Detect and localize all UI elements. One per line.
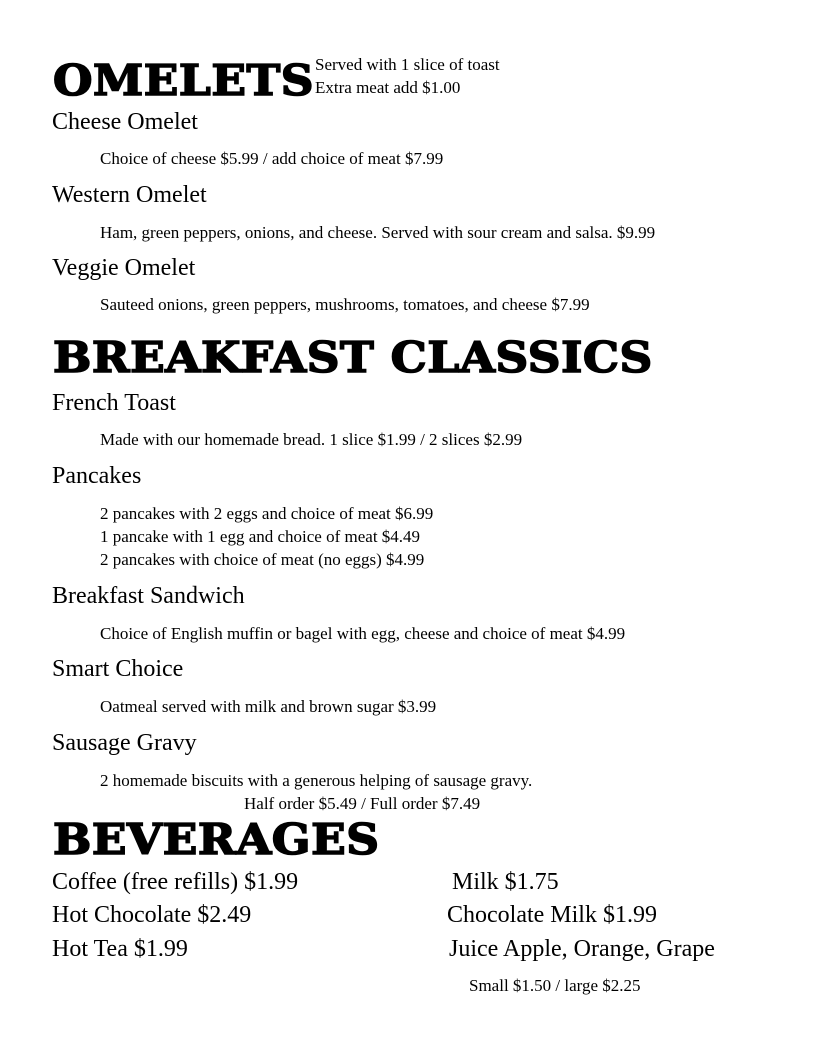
menu-item-veggie-omelet: Veggie Omelet (52, 255, 196, 281)
beverage-chocolate-milk: Chocolate Milk $1.99 (447, 902, 657, 928)
menu-item-sausage-gravy: Sausage Gravy (52, 730, 197, 756)
menu-item-description: Ham, green peppers, onions, and cheese. Served with sour cream and salsa. $9.99 (100, 223, 656, 242)
menu-item-description: Choice of cheese $5.99 / add choice of meat $7.99 (100, 149, 444, 168)
beverage-hot-chocolate: Hot Chocolate $2.49 (52, 902, 252, 928)
omelets-note-toast: Served with 1 slice of toast (315, 55, 500, 74)
menu-item-description: Choice of English muffin or bagel with egg, cheese and choice of meat $4.99 (100, 624, 626, 643)
menu-item-description: Made with our homemade bread. 1 slice $1.99 / 2 slices $2.99 (100, 430, 523, 449)
omelets-note-extra-meat: Extra meat add $1.00 (315, 78, 461, 97)
beverage-milk: Milk $1.75 (452, 869, 559, 895)
menu-item-smart-choice: Smart Choice (52, 656, 184, 682)
menu-item-description: 2 homemade biscuits with a generous helping of sausage gravy. (100, 771, 533, 790)
beverage-juice: Juice Apple, Orange, Grape (449, 936, 715, 962)
menu-item-description: 2 pancakes with 2 eggs and choice of meat $6.99 (100, 504, 434, 523)
menu-item-description: Oatmeal served with milk and brown sugar $3.99 (100, 697, 437, 716)
menu-item-cheese-omelet: Cheese Omelet (52, 109, 198, 135)
beverage-hot-tea: Hot Tea $1.99 (52, 936, 188, 962)
omelets-heading: OMELETS (53, 56, 315, 105)
breakfast-classics-heading: BREAKFAST CLASSICS (53, 333, 653, 382)
beverage-coffee: Coffee (free refills) $1.99 (52, 869, 299, 895)
menu-item-western-omelet: Western Omelet (52, 182, 207, 208)
menu-item-breakfast-sandwich: Breakfast Sandwich (52, 583, 245, 609)
beverages-heading: BEVERAGES (53, 815, 380, 864)
juice-sizes: Small $1.50 / large $2.25 (469, 976, 641, 995)
menu-item-description: Half order $5.49 / Full order $7.49 (244, 794, 481, 813)
menu-item-description: 1 pancake with 1 egg and choice of meat $4.49 (100, 527, 421, 546)
menu-item-description: Sauteed onions, green peppers, mushrooms, tomatoes, and cheese $7.99 (100, 295, 590, 314)
menu-item-description: 2 pancakes with choice of meat (no eggs) $4.99 (100, 550, 425, 569)
menu-item-pancakes: Pancakes (52, 463, 142, 489)
menu-item-french-toast: French Toast (52, 390, 176, 416)
